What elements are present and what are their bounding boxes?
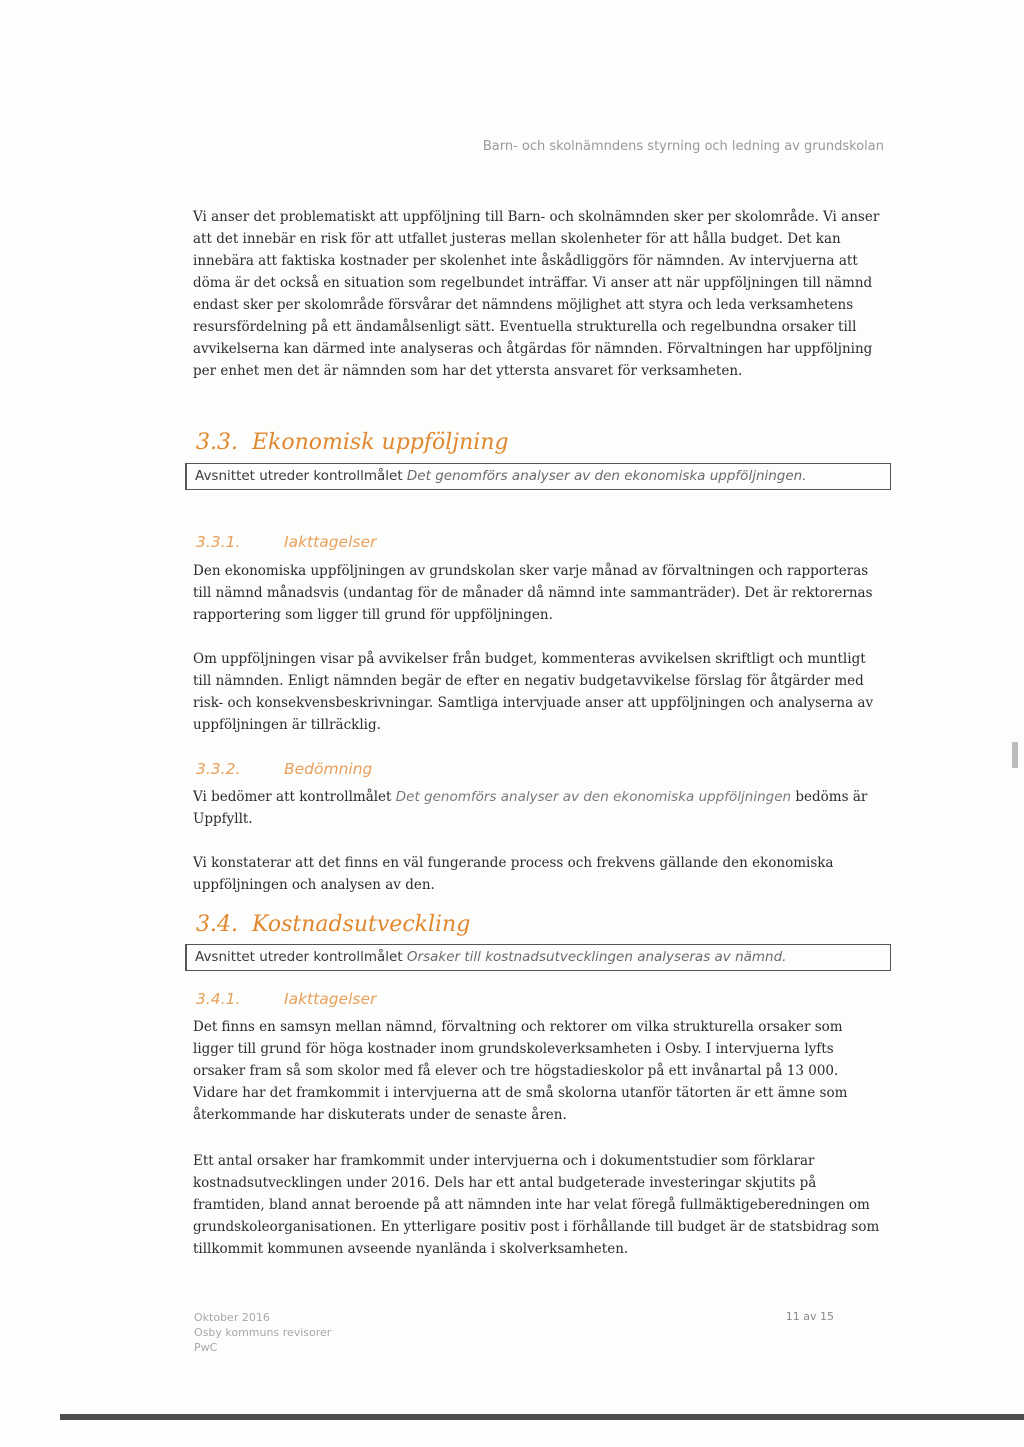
section-heading-ekonomisk-uppfoljning bbox=[196, 430, 509, 455]
section-number: 3.4. bbox=[196, 912, 238, 937]
observation-paragraph-1: Det finns en samsyn mellan nämnd, förvaltning och rektorer om vilka strukturella orsaker som ligger till grund för höga kostnader inom grundskoleverksamheten i Osby. I intervjuerna lyfts orsaker fram så som skolor med få elever och tre högstadieskolor på ett invånartal på 13 000. Vidare har det framkommit i intervjuerna att de små skolorna utanför tätorten är ett ämne som återkommande har diskuterats under de senaste åren. bbox=[193, 1019, 848, 1123]
intro-paragraph: Vi anser det problematiskt att uppföljning till Barn- och skolnämnden sker per skolområde. Vi anser att det innebär en risk för att utfallet justeras mellan skolenheter för att hålla budget. Det kan innebära att faktiska kostnader per skolenhet inte åskådliggörs för nämnden. Av intervjuerna att döma är det också en situation som regelbundet inträffar. Vi anser att när uppföljningen till nämnd endast sker per skolområde försvårar det nämndens möjlighet att styra och leda verksamhetens resursfördelning på ett ändamålsenligt sätt. Eventuella strukturella och regelbundna orsaker till avvikelserna kan därmed inte analyseras och åtgärdas för nämnden. Förvaltningen har uppföljning per enhet men det är nämnden som har det yttersta ansvaret för verksamheten. bbox=[193, 209, 880, 379]
subsection-title: Iakttagelser bbox=[284, 990, 377, 1008]
box-prefix: Avsnittet utreder kontrollmålet bbox=[195, 949, 407, 965]
observation-paragraph-1: Den ekonomiska uppföljningen av grundskolan sker varje månad av förvaltningen och rapporteras till nämnd månadsvis (undantag för de månader då nämnd inte sammanträder). Det är rektorernas rapportering som ligger till grund för uppföljningen. bbox=[193, 563, 873, 623]
section-title: Kostnadsutveckling bbox=[251, 912, 471, 937]
box-objective: Orsaker till kostnadsutvecklingen analyseras av nämnd. bbox=[406, 949, 787, 965]
running-header: Barn- och skolnämndens styrning och ledning av grundskolan bbox=[482, 139, 884, 154]
footer-org: Osby kommuns revisorer bbox=[194, 1326, 332, 1339]
box-prefix: Avsnittet utreder kontrollmålet bbox=[195, 468, 407, 484]
section-title: Ekonomisk uppföljning bbox=[251, 430, 509, 455]
subsection-number: 3.3.2. bbox=[196, 760, 241, 778]
section-number: 3.3. bbox=[196, 430, 238, 455]
assessment-paragraph bbox=[193, 786, 883, 830]
subsection-heading-bedomning bbox=[196, 760, 372, 778]
footer-left bbox=[194, 1310, 331, 1355]
subsection-title: Iakttagelser bbox=[284, 533, 377, 551]
assessment-suffix: bedöms är Uppfyllt. bbox=[193, 789, 868, 827]
subsection-title: Bedömning bbox=[284, 760, 373, 778]
control-objective-box bbox=[185, 463, 891, 490]
footer-firm: PwC bbox=[194, 1341, 218, 1354]
assessment-objective: Det genomförs analyser av den ekonomiska uppföljningen bbox=[395, 789, 792, 805]
observation-paragraph-2: Ett antal orsaker har framkommit under intervjuerna och i dokumentstudier som förklarar kostnadsutvecklingen under 2016. Dels har ett antal budgeterade investeringar skjutits på framtiden, bland annat beroende på att nämnden inte har velat föregå fullmäktigeberedningen om grundskoleorganisationen. En ytterligare positiv post i förhållande till budget är de statsbidrag som tillkommit kommunen avseende nyanlända i skolverksamheten. bbox=[193, 1153, 880, 1257]
box-objective: Det genomförs analyser av den ekonomiska uppföljningen. bbox=[406, 468, 807, 484]
footer-date: Oktober 2016 bbox=[194, 1311, 270, 1324]
assessment-paragraph-2: Vi konstaterar att det finns en väl fungerande process och frekvens gällande den ekonomiska uppföljningen och analysen av den. bbox=[193, 855, 834, 893]
page-number: 11 av 15 bbox=[785, 1310, 834, 1323]
subsection-heading-iakttagelser bbox=[196, 990, 376, 1008]
observation-paragraph-2: Om uppföljningen visar på avvikelser från budget, kommenteras avvikelsen skriftligt och muntligt till nämnden. Enligt nämnden begär de efter en negativ budgetavvikelse förslag för åtgärder med risk- och konsekvensbeskrivningar. Samtliga intervjuade anser att uppföljningen och analyserna av uppföljningen är tillräcklig. bbox=[193, 651, 874, 733]
subsection-number: 3.3.1. bbox=[196, 533, 241, 551]
subsection-heading-iakttagelser bbox=[196, 533, 376, 551]
control-objective-box bbox=[185, 944, 891, 971]
scan-edge-mark bbox=[1012, 742, 1018, 768]
section-heading-kostnadsutveckling bbox=[196, 912, 470, 937]
assessment-prefix: Vi bedömer att kontrollmålet bbox=[193, 789, 396, 805]
subsection-number: 3.4.1. bbox=[196, 990, 241, 1008]
scan-bottom-bar bbox=[60, 1414, 1024, 1420]
